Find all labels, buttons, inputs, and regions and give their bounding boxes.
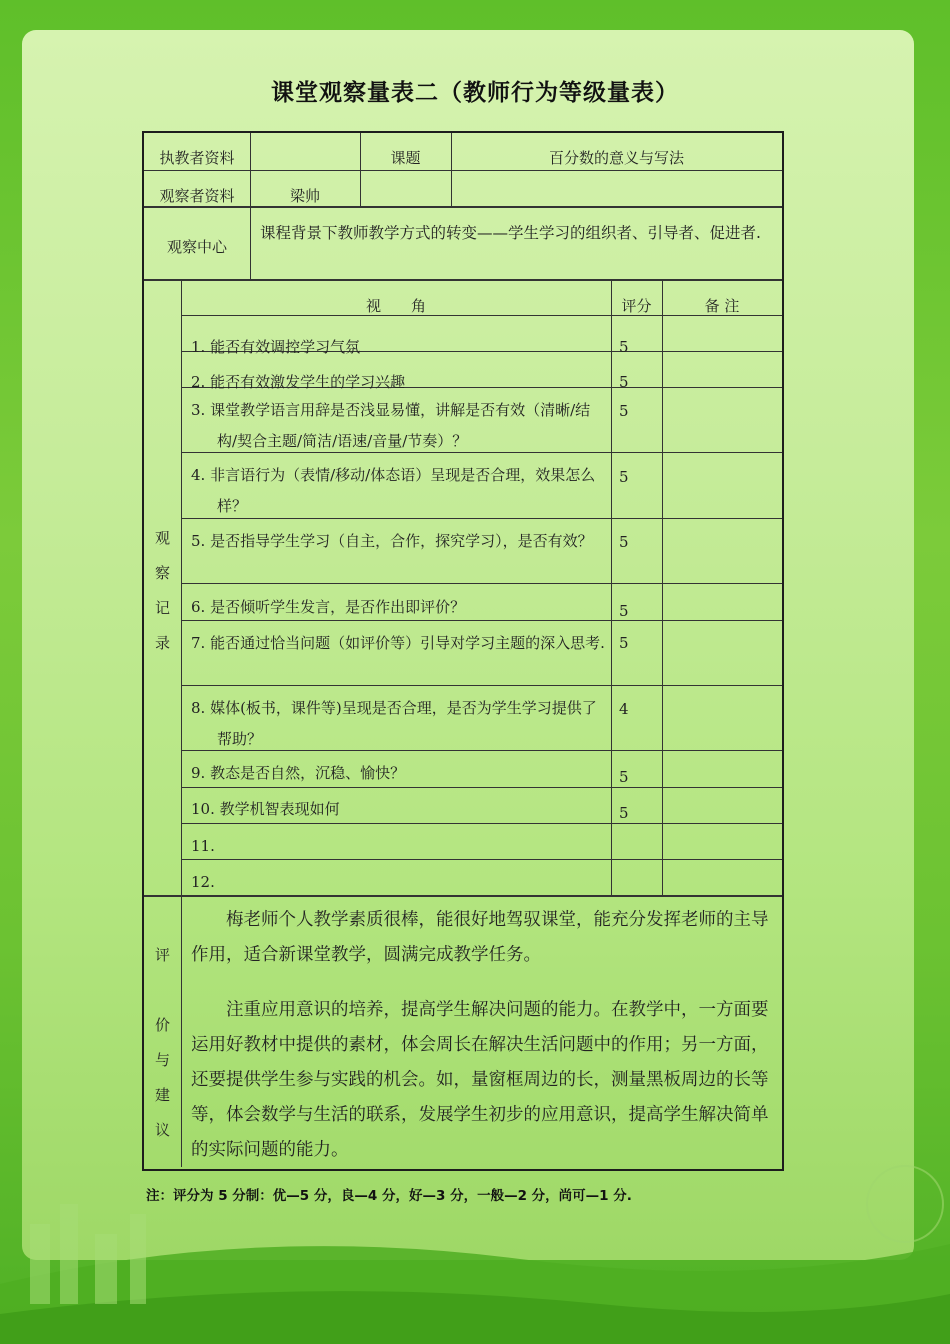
record-label: 观 察 记 录 bbox=[154, 529, 170, 652]
list-item: 11. bbox=[191, 837, 215, 855]
observation-form bbox=[142, 131, 784, 1171]
header-view: 视 角 bbox=[365, 297, 426, 315]
list-item: 2. 能否有效激发学生的学习兴趣 bbox=[191, 373, 406, 391]
observer-value: 梁帅 bbox=[289, 187, 320, 205]
evaluation-paragraph-2: 注重应用意识的培养，提高学生解决问题的能力。在教学中，一方面要运用好教材中提供的素材，体会周长在解决生活问题中的作用；另一方面，还要提供学生参与实践的机会。如，量窗框周边的长，测量黑板周边的长等等，体会数学与生活的联系，发展学生初步的应用意识，提高学生解决简单的实际问题的能力。 bbox=[191, 1000, 769, 1160]
page-title: 课堂观察量表二（教师行为等级量表） bbox=[271, 80, 679, 106]
item-score: 5 bbox=[619, 634, 629, 652]
list-item: 9. 教态是否自然，沉稳、愉快？ bbox=[191, 764, 406, 782]
observer-label: 观察者资料 bbox=[159, 187, 235, 205]
list-item: 6. 是否倾听学生发言，是否作出即评价？ bbox=[191, 598, 466, 616]
item-score: 5 bbox=[619, 602, 629, 620]
evaluation-label: 评 价 与 建 议 bbox=[154, 946, 170, 1139]
item-score: 5 bbox=[619, 373, 629, 391]
header-score: 评分 bbox=[621, 297, 652, 315]
list-item: 5. 是否指导学生学习（自主，合作，探究学习），是否有效？ bbox=[191, 532, 593, 550]
focus-label: 观察中心 bbox=[166, 238, 227, 256]
item-score: 5 bbox=[619, 402, 629, 420]
list-item: 12. bbox=[191, 873, 215, 891]
focus-text: 课程背景下教师教学方式的转变——学生学习的组织者、引导者、促进者. bbox=[260, 224, 761, 242]
list-item: 3. 课堂教学语言用辞是否浅显易懂，讲解是否有效（清晰/结构/契合主题/简洁/语速/音量/节奏）？ bbox=[191, 401, 591, 450]
list-item: 7. 能否通过恰当问题（如评价等）引导对学习主题的深入思考. bbox=[191, 634, 605, 652]
list-item: 10. 教学机智表现如何 bbox=[191, 800, 340, 818]
list-item: 1. 能否有效调控学习气氛 bbox=[191, 338, 361, 356]
evaluation-text bbox=[191, 903, 775, 1168]
item-score: 5 bbox=[619, 768, 629, 786]
item-score: 5 bbox=[619, 533, 629, 551]
item-score: 5 bbox=[619, 338, 629, 356]
topic-label: 课题 bbox=[390, 149, 421, 167]
scoring-footnote: 注：评分为 5 分制：优—5 分，良—4 分，好—3 分，一般—2 分，尚可—1 分. bbox=[146, 1188, 632, 1204]
item-score: 5 bbox=[619, 804, 629, 822]
item-score: 4 bbox=[619, 700, 629, 718]
topic-value: 百分数的意义与写法 bbox=[548, 149, 684, 167]
header-note: 备 注 bbox=[704, 297, 740, 315]
list-item: 8. 媒体(板书，课件等)呈现是否合理，是否为学生学习提供了帮助？ bbox=[191, 699, 597, 748]
teacher-label: 执教者资料 bbox=[159, 149, 235, 167]
list-item: 4. 非言语行为（表情/移动/体态语）呈现是否合理，效果怎么样？ bbox=[191, 466, 596, 515]
item-score: 5 bbox=[619, 468, 629, 486]
evaluation-paragraph-1: 梅老师个人教学素质很棒，能很好地驾驭课堂，能充分发挥老师的主导作用，适合新课堂教学，圆满完成教学任务。 bbox=[191, 910, 769, 965]
